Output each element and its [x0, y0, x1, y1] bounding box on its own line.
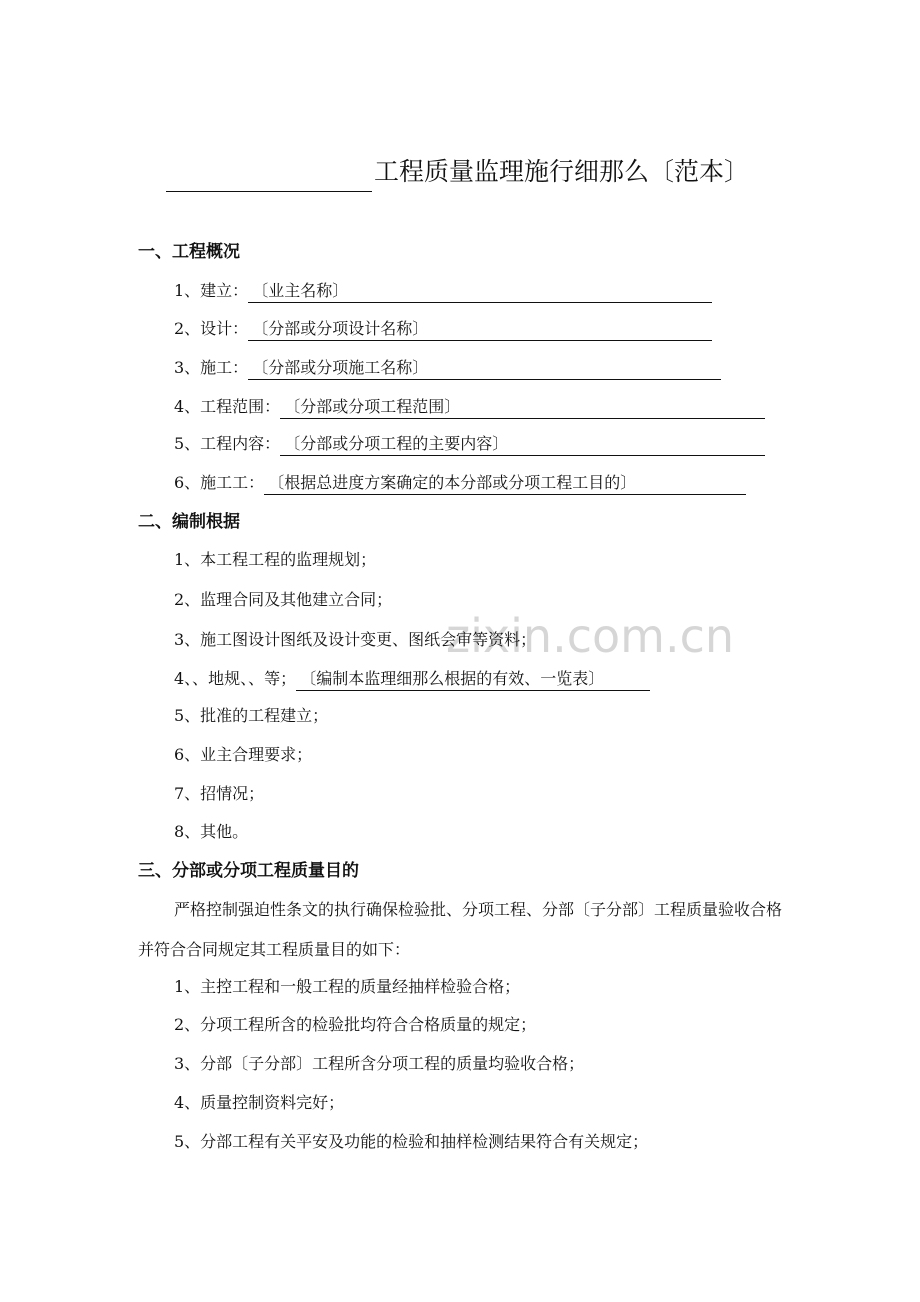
basis-item-8: 8、其他。 [174, 822, 249, 841]
item-label: 5、工程内容： [174, 434, 281, 453]
basis-item-1: 1、本工程工程的监理规划； [174, 550, 377, 569]
project-item-2 [174, 315, 712, 343]
goal-item-3: 3、分部〔子分部〕工程所含分项工程的质量均验收合格； [174, 1054, 585, 1073]
document-title [166, 152, 806, 192]
item-value: 〔分部或分项工程范围〕 [280, 396, 765, 419]
item-label: 2、设计： [174, 319, 249, 338]
basis-item-3: 3、施工图设计图纸及设计变更、图纸会审等资料； [174, 630, 537, 649]
basis-item-2: 2、监理合同及其他建立合同； [174, 590, 393, 609]
item-label: 1、建立： [174, 281, 249, 300]
item-label: 6、施工工： [174, 473, 265, 492]
item-label: 4、工程范围： [174, 397, 281, 416]
watermark: zixin.com.cn [446, 609, 735, 663]
section3-heading: 三、分部或分项工程质量目的 [138, 861, 359, 881]
item-value: 〔分部或分项施工名称〕 [248, 357, 721, 380]
goal-item-4: 4、质量控制资料完好； [174, 1093, 345, 1112]
project-item-6 [174, 469, 746, 497]
item-value: 〔根据总进度方案确定的本分部或分项工程工目的〕 [264, 472, 746, 495]
project-item-1 [174, 277, 712, 305]
goal-item-2: 2、分项工程所含的检验批均符合合格质量的规定； [174, 1015, 537, 1034]
title-text: 工程质量监理施行细那么〔范本〕 [374, 157, 750, 186]
project-item-3 [174, 354, 721, 382]
goal-item-5: 5、分部工程有关平安及功能的检验和抽样检测结果符合有关规定； [174, 1132, 649, 1151]
goal-item-1: 1、主控工程和一般工程的质量经抽样检验合格； [174, 977, 521, 996]
section1-heading: 一、工程概况 [138, 242, 240, 262]
item-label: 4、、地规、、等； [174, 669, 297, 688]
basis-item-7: 7、招情况； [174, 784, 265, 803]
project-item-5 [174, 430, 765, 458]
project-item-4 [174, 393, 765, 421]
item-label: 3、施工： [174, 358, 249, 377]
section2-heading: 二、编制根据 [138, 512, 240, 532]
basis-item-4 [174, 665, 650, 693]
item-value: 〔分部或分项设计名称〕 [248, 318, 712, 341]
basis-item-6: 6、业主合理要求； [174, 745, 313, 764]
item-value: 〔分部或分项工程的主要内容〕 [280, 433, 765, 456]
item-value: 〔编制本监理细那么根据的有效、一览表〕 [296, 668, 650, 691]
basis-item-5: 5、批准的工程建立； [174, 706, 329, 725]
quality-goal-paragraph: 严格控制强迫性条文的执行确保检验批、分项工程、分部〔子分部〕工程质量验收合格并符合合同规定其工程质量目的如下： [138, 900, 783, 959]
item-value: 〔业主名称〕 [248, 280, 712, 303]
title-blank-line [166, 161, 372, 192]
